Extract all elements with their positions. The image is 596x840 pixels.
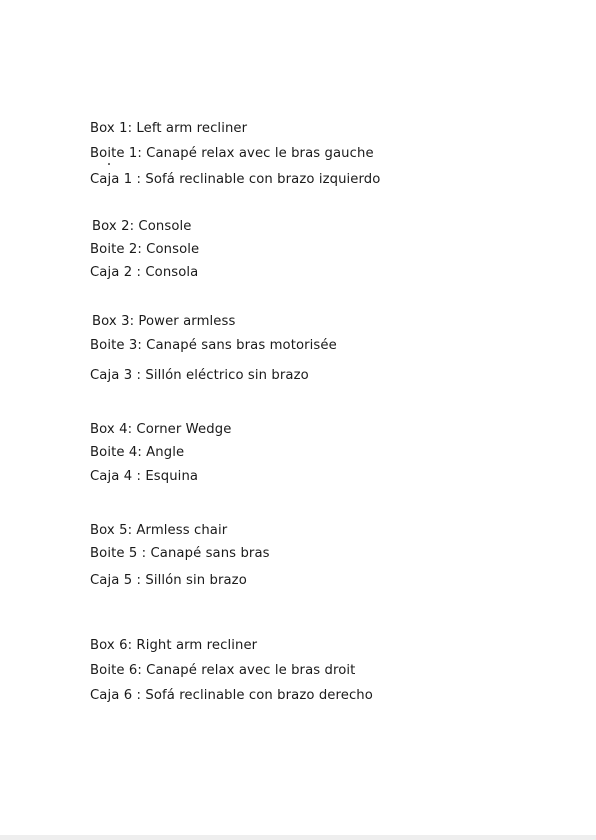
box-2-english: Box 2: Console xyxy=(92,219,192,234)
box-1-spanish: Caja 1 : Sofá reclinable con brazo izquierdo xyxy=(90,172,381,187)
box-1-english: Box 1: Left arm recliner xyxy=(90,121,248,136)
box-5-spanish: Caja 5 : Sillón sin brazo xyxy=(90,573,247,588)
stray-dot xyxy=(108,163,110,165)
box-6-french: Boite 6: Canapé relax avec le bras droit xyxy=(90,663,356,678)
box-5-french: Boite 5 : Canapé sans bras xyxy=(90,546,270,561)
box-3-spanish: Caja 3 : Sillón eléctrico sin brazo xyxy=(90,368,309,383)
box-6-english: Box 6: Right arm recliner xyxy=(90,638,258,653)
box-4-french: Boite 4: Angle xyxy=(90,445,185,460)
box-3-english: Box 3: Power armless xyxy=(92,314,236,329)
box-1-french: Boite 1: Canapé relax avec le bras gauche xyxy=(90,146,374,161)
box-4-english: Box 4: Corner Wedge xyxy=(90,422,232,437)
box-4-spanish: Caja 4 : Esquina xyxy=(90,469,199,484)
page-bottom-edge xyxy=(0,835,596,840)
box-6-spanish: Caja 6 : Sofá reclinable con brazo derecho xyxy=(90,688,373,703)
box-2-french: Boite 2: Console xyxy=(90,242,200,257)
box-2-spanish: Caja 2 : Consola xyxy=(90,265,199,280)
box-5-english: Box 5: Armless chair xyxy=(90,523,228,538)
box-3-french: Boite 3: Canapé sans bras motorisée xyxy=(90,338,337,353)
